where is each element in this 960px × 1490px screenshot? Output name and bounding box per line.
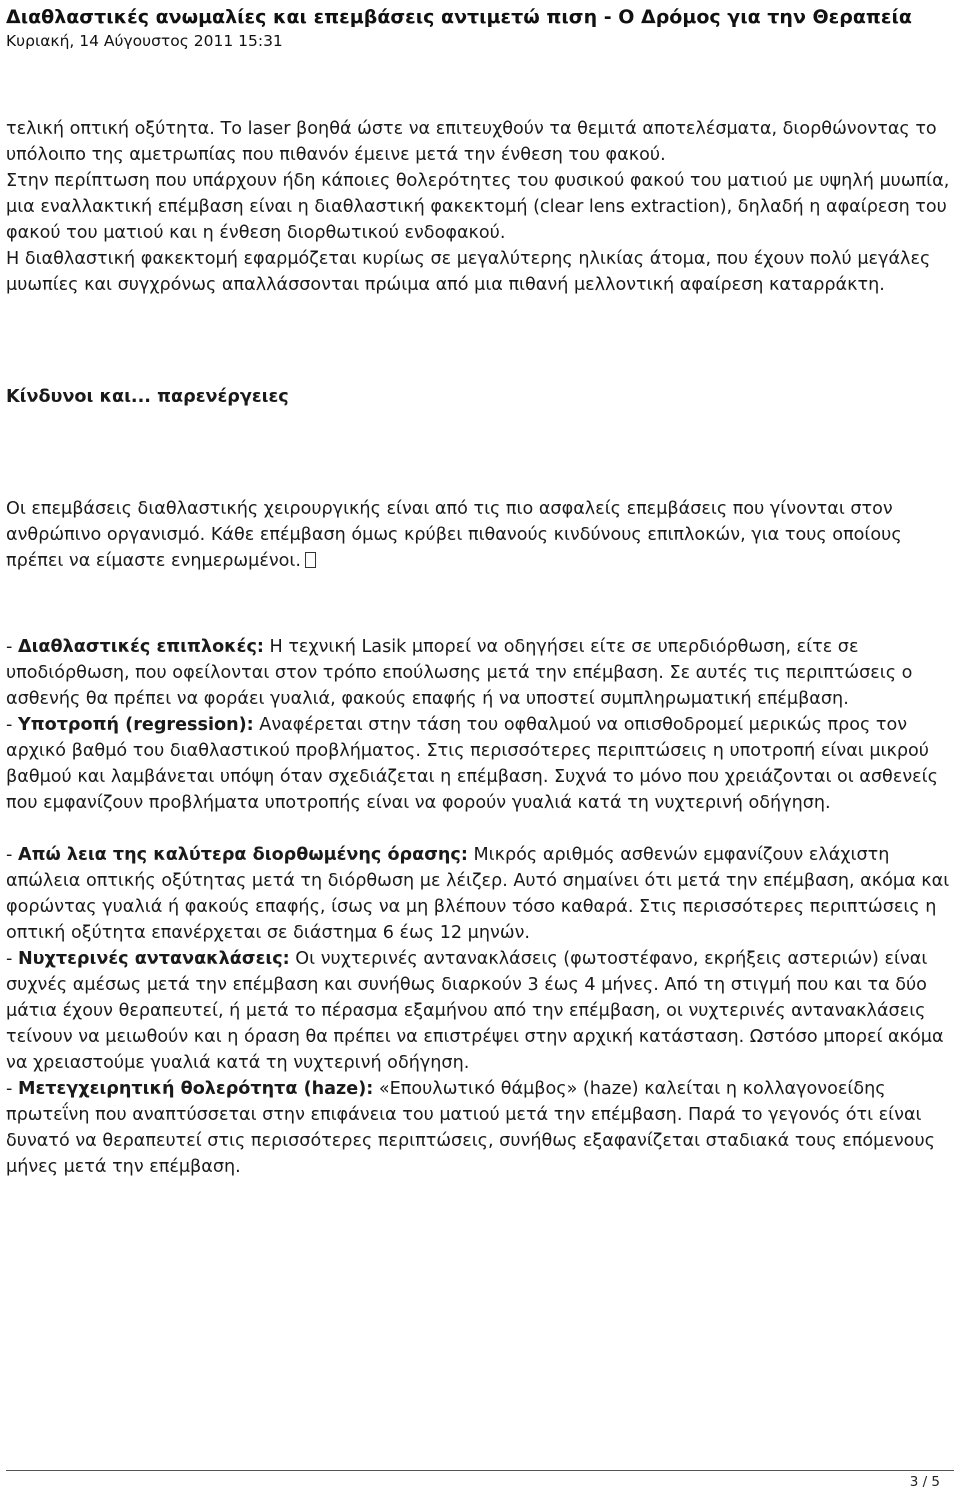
list-dash: - — [6, 637, 18, 657]
list-item-text: Μικρός αριθμός ασθενών εμφανίζουν ελάχιστη απώλεια οπτικής οξύτητας μετά τη διόρθωση με λέιζερ. Αυτό σημαίνει ότι μετά την επέμβαση, ακόμα και φορώντας γυαλιά ή φακούς επαφής, ίσως να μη βλέπουν τόσο καθαρά. Στις περισσότερες περιπτώσεις η οπτική οξύτητα επανέρχεται σε διάστημα 6 έως 12 μηνών. — [6, 845, 950, 943]
section-heading-risks: Κίνδυνοι και... παρενέργειες — [6, 387, 289, 407]
list-item-text: Αναφέρεται στην τάση του οφθαλμού να οπισθοδρομεί μερικώς προς τον αρχικό βαθμό του διαθλαστικού προβλήματος. Στις περισσότερες περιπτώσεις η υποτροπή είναι μικρού βαθμού και λαμβάνεται υπόψη όταν σχεδιάζεται η επέμβαση. Συχνά το μόνο που χρειάζονται οι ασθενείς που εμφανίζουν προβλήματα υποτροπής είναι να φορούν γυαλιά κατά τη νυχτερινή οδήγηση. — [6, 715, 938, 813]
list-item-title: Υποτροπή (regression): — [17, 715, 254, 735]
article-body — [6, 116, 956, 1180]
list-item-text: «Επουλωτικό θάμβος» (haze) καλείται η κολλαγονοείδης πρωτεΐνη που αναπτύσσεται στην επιφάνεια του ματιού μετά την επέμβαση. Παρά το γεγονός ότι είναι δυνατό να θεραπευτεί στις περισσότερες περιπτώσεις, συνήθως εξαφανίζεται σταδιακά τους επόμενους μήνες μετά την επέμβαση. — [6, 1079, 935, 1177]
page-header — [6, 4, 956, 52]
list-item-title: Διαθλαστικές επιπλοκές: — [17, 637, 264, 657]
list-dash: - — [6, 715, 18, 735]
list-dash: - — [6, 949, 18, 969]
paragraph-clear-lens: Στην περίπτωση που υπάρχουν ήδη κάποιες θολερότητες του φυσικού φακού του ματιού με υψηλή μυωπία, μια εναλλακτική επέμβαση είναι η διαθλαστική φακεκτομή (clear lens extraction), δηλαδή η αφαίρεση του φακού του ματιού και η ένθεση διορθωτικού ενδοφακού. — [6, 171, 950, 243]
list-item-title: Απώ λεια της καλύτερα διορθωμένης όρασης: — [17, 845, 468, 865]
list-item — [6, 712, 956, 816]
footer-divider — [6, 1470, 954, 1471]
list-item — [6, 842, 956, 946]
risks-list — [6, 634, 956, 1180]
paragraph-lens-implant: τελική οπτική οξύτητα. Το laser βοηθά ώστε να επιτευχθούν τα θεμιτά αποτελέσματα, διορθώνοντας το υπόλοιπο της αμετρωπίας που πιθανόν έμεινε μετά την ένθεση του φακού. — [6, 119, 937, 165]
paragraph-refractive-lensectomy: Η διαθλαστική φακεκτομή εφαρμόζεται κυρίως σε μεγαλύτερης ηλικίας άτομα, που έχουν πολύ μεγάλες μυωπίες και συγχρόνως απαλλάσσονται πρώιμα από μια πιθανή μελλοντική αφαίρεση καταρράκτη. — [6, 249, 931, 295]
list-item — [6, 1076, 956, 1180]
list-item — [6, 634, 956, 712]
document-title: Διαθλαστικές ανωμαλίες και επεμβάσεις αντιμετώ πιση - Ο Δρόμος για την Θεραπεία — [6, 6, 912, 28]
list-item-title: Νυχτερινές αντανακλάσεις: — [17, 949, 290, 969]
list-item-text: Οι νυχτερινές αντανακλάσεις (φωτοστέφανο, εκρήξεις αστεριών) είναι συχνές αμέσως μετά την επέμβαση και συνήθως διαρκούν 3 έως 4 μήνες. Από τη στιγμή που και τα δύο μάτια έχουν θεραπευτεί, ή μετά το πέρασμα εξαμήνου από την επέμβαση, οι νυχτερινές αντανακλάσεις τείνουν να μειωθούν και η όραση θα πρέπει να επιστρέψει στην αρχική κατάσταση. Ωστόσο μπορεί ακόμα να χρειαστούμε γυαλιά κατά τη νυχτερινή οδήγηση. — [6, 949, 944, 1073]
publish-date: Κυριακή, 14 Αύγουστος 2011 15:31 — [6, 32, 283, 50]
risks-intro-text: Οι επεμβάσεις διαθλαστικής χειρουργικής είναι από τις πιο ασφαλείς επεμβάσεις που γίνονται στον ανθρώπινο οργανισμό. Κάθε επέμβαση όμως κρύβει πιθανούς κινδύνους επιπλοκών, για τους οποίους πρέπει να είμαστε ενημερωμένοι. — [6, 499, 902, 571]
list-item-title: Μετεγχειρητική θολερότητα (haze): — [17, 1079, 374, 1099]
page-number: 3 / 5 — [909, 1474, 940, 1490]
paragraph-risks-intro — [6, 496, 956, 574]
list-item-text: Η τεχνική Lasik μπορεί να οδηγήσει είτε σε υπερδιόρθωση, είτε σε υποδιόρθωση, που οφείλονται στον τρόπο επούλωσης μετά την επέμβαση. Σε αυτές τις περιπτώσεις ο ασθενής θα πρέπει να φοράει γυαλιά, φακούς επαφής ή να υποστεί συμπληρωματική επέμβαση. — [6, 637, 913, 709]
missing-glyph-icon — [305, 552, 316, 568]
list-dash: - — [6, 845, 18, 865]
list-item — [6, 946, 956, 1076]
list-dash: - — [6, 1079, 18, 1099]
